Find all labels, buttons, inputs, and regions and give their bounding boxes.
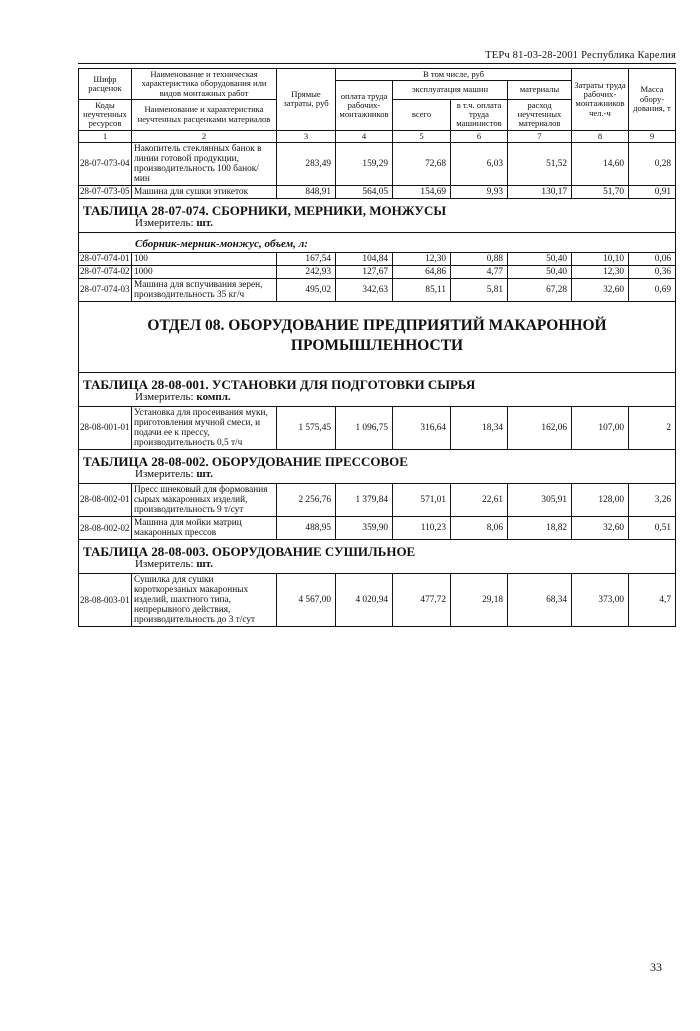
table-title: ТАБЛИЦА 28-08-002. ОБОРУДОВАНИЕ ПРЕССОВОЕ xyxy=(79,450,676,470)
row-total: 12,30 xyxy=(393,252,451,265)
row-code: 28-07-073-04 xyxy=(79,142,132,185)
header-name-bottom: Наименование и характеристика неучтенных расценками материалов xyxy=(132,99,277,130)
row-name: Установка для просеивания муки, приготовления мучной смеси, и подачи ее к прессу, производительность 0,5 т/ч xyxy=(132,407,277,450)
row-name: 100 xyxy=(132,252,277,265)
row-materials: 130,17 xyxy=(508,186,572,199)
measure-value: шт. xyxy=(196,558,213,571)
row-name: Машина для мойки матриц макаронных прессов xyxy=(132,517,277,540)
header-wages: оплата труда рабочих-монтажников xyxy=(336,81,393,130)
table-row xyxy=(79,278,676,301)
header-labor: Затраты труда рабочих-монтажников чел.-ч xyxy=(572,69,629,131)
row-materials: 51,52 xyxy=(508,142,572,185)
measure-label: Измеритель: xyxy=(135,558,194,571)
row-labor: 128,00 xyxy=(572,484,629,517)
row-materials: 67,28 xyxy=(508,278,572,301)
table-row xyxy=(79,574,676,627)
header-direct: Прямые затраты, руб xyxy=(277,69,336,131)
table-row xyxy=(79,252,676,265)
row-labor: 51,70 xyxy=(572,186,629,199)
header-total: всего xyxy=(393,99,451,130)
row-machinist: 4,77 xyxy=(451,265,508,278)
table-074-subtitle xyxy=(79,233,676,253)
row-machinist: 9,93 xyxy=(451,186,508,199)
row-wages: 1 096,75 xyxy=(336,407,393,450)
column-number: 7 xyxy=(508,130,572,142)
row-wages: 4 020,94 xyxy=(336,574,393,627)
header-exploitation: эксплуатация машин xyxy=(393,81,508,100)
row-code: 28-07-074-03 xyxy=(79,278,132,301)
measure-label: Измеритель: xyxy=(135,217,194,230)
table-title: ТАБЛИЦА 28-08-003. ОБОРУДОВАНИЕ СУШИЛЬНОЕ xyxy=(79,540,676,560)
header-mass: Масса обору-дования, т xyxy=(629,69,676,131)
row-wages: 1 379,84 xyxy=(336,484,393,517)
row-mass: 4,7 xyxy=(629,574,676,627)
table-subtitle: Сборник-мерник-монжус, объем, л: xyxy=(79,233,676,253)
row-materials: 50,40 xyxy=(508,265,572,278)
row-total: 72,68 xyxy=(393,142,451,185)
row-mass: 0,28 xyxy=(629,142,676,185)
table-row xyxy=(79,517,676,540)
header-machinist-wages: в т.ч. оплата труда машинистов xyxy=(451,99,508,130)
row-name: Сушилка для сушки короткорезаных макаронных изделий, шахтного типа, непрерывного действия, производительность до 3 т/сут xyxy=(132,574,277,627)
section-title-line1: ОТДЕЛ 08. ОБОРУДОВАНИЕ ПРЕДПРИЯТИЙ МАКАРОННОЙ xyxy=(147,317,607,335)
row-machinist: 29,18 xyxy=(451,574,508,627)
row-total: 154,69 xyxy=(393,186,451,199)
row-name: Машина для сушки этикеток xyxy=(132,186,277,199)
row-direct: 283,49 xyxy=(277,142,336,185)
row-wages: 564,05 xyxy=(336,186,393,199)
row-wages: 104,84 xyxy=(336,252,393,265)
table-row xyxy=(79,186,676,199)
row-name: 1000 xyxy=(132,265,277,278)
table-001-measure xyxy=(79,392,676,406)
row-materials: 68,34 xyxy=(508,574,572,627)
section-heading-row xyxy=(79,302,676,373)
rates-table xyxy=(78,68,676,627)
row-code: 28-08-003-01 xyxy=(79,574,132,627)
row-labor: 12,30 xyxy=(572,265,629,278)
row-machinist: 8,06 xyxy=(451,517,508,540)
row-name: Пресс шнековый для формования сырых макаронных изделий, производительность 9 т/сут xyxy=(132,484,277,517)
header-materials-unaccounted: расход неучтенных материалов xyxy=(508,99,572,130)
row-mass: 0,51 xyxy=(629,517,676,540)
measure-value: шт. xyxy=(196,217,213,230)
row-machinist: 22,61 xyxy=(451,484,508,517)
running-header: ТЕРч 81-03-28-2001 Республика Карелия xyxy=(485,50,676,61)
row-direct: 167,54 xyxy=(277,252,336,265)
table-row xyxy=(79,265,676,278)
page-number: 33 xyxy=(650,960,662,974)
row-direct: 1 575,45 xyxy=(277,407,336,450)
row-direct: 848,91 xyxy=(277,186,336,199)
row-machinist: 0,88 xyxy=(451,252,508,265)
row-labor: 107,00 xyxy=(572,407,629,450)
row-machinist: 6,03 xyxy=(451,142,508,185)
measure-value: компл. xyxy=(196,391,231,404)
table-003-measure xyxy=(79,559,676,573)
row-code: 28-07-074-01 xyxy=(79,252,132,265)
column-number: 2 xyxy=(132,130,277,142)
column-number: 5 xyxy=(393,130,451,142)
table-row xyxy=(79,142,676,185)
row-labor: 32,60 xyxy=(572,278,629,301)
row-materials: 50,40 xyxy=(508,252,572,265)
table-074-heading xyxy=(79,199,676,219)
row-direct: 4 567,00 xyxy=(277,574,336,627)
header-name-top: Наименование и техническая характеристика оборудования или видов монтажных работ xyxy=(132,69,277,100)
row-labor: 10,10 xyxy=(572,252,629,265)
header-code-top: Шифр расценок xyxy=(79,69,132,100)
row-direct: 488,95 xyxy=(277,517,336,540)
row-total: 571,01 xyxy=(393,484,451,517)
row-code: 28-07-073-05 xyxy=(79,186,132,199)
row-code: 28-08-002-01 xyxy=(79,484,132,517)
row-mass: 3,26 xyxy=(629,484,676,517)
row-total: 477,72 xyxy=(393,574,451,627)
column-number: 6 xyxy=(451,130,508,142)
table-001-heading xyxy=(79,373,676,393)
row-direct: 495,02 xyxy=(277,278,336,301)
row-machinist: 5,81 xyxy=(451,278,508,301)
row-total: 316,64 xyxy=(393,407,451,450)
row-mass: 0,69 xyxy=(629,278,676,301)
row-labor: 14,60 xyxy=(572,142,629,185)
measure-value: шт. xyxy=(196,468,213,481)
row-machinist: 18,34 xyxy=(451,407,508,450)
row-wages: 359,90 xyxy=(336,517,393,540)
measure-label: Измеритель: xyxy=(135,468,194,481)
section-title-line2: ПРОМЫШЛЕННОСТИ xyxy=(290,337,464,355)
row-materials: 18,82 xyxy=(508,517,572,540)
header-materials: материалы xyxy=(508,81,572,100)
row-direct: 2 256,76 xyxy=(277,484,336,517)
row-labor: 32,60 xyxy=(572,517,629,540)
row-wages: 159,29 xyxy=(336,142,393,185)
column-number: 4 xyxy=(336,130,393,142)
row-name: Накопитель стеклянных банок в линии готовой продукции, производительность 100 банок/мин xyxy=(132,142,277,185)
row-labor: 373,00 xyxy=(572,574,629,627)
table-074-measure xyxy=(79,218,676,232)
header-row-1 xyxy=(79,69,676,81)
column-number: 3 xyxy=(277,130,336,142)
row-materials: 305,91 xyxy=(508,484,572,517)
row-direct: 242,93 xyxy=(277,265,336,278)
row-materials: 162,06 xyxy=(508,407,572,450)
table-row xyxy=(79,484,676,517)
row-mass: 0,91 xyxy=(629,186,676,199)
row-total: 110,23 xyxy=(393,517,451,540)
column-number: 8 xyxy=(572,130,629,142)
row-mass: 0,36 xyxy=(629,265,676,278)
column-number: 1 xyxy=(79,130,132,142)
row-mass: 2 xyxy=(629,407,676,450)
row-wages: 342,63 xyxy=(336,278,393,301)
row-name: Машина для вспучивания зерен, производительность 35 кг/ч xyxy=(132,278,277,301)
column-number: 9 xyxy=(629,130,676,142)
table-002-measure xyxy=(79,469,676,483)
row-total: 85,11 xyxy=(393,278,451,301)
table-title: ТАБЛИЦА 28-08-001. УСТАНОВКИ ДЛЯ ПОДГОТОВКИ СЫРЬЯ xyxy=(79,373,676,393)
row-code: 28-07-074-02 xyxy=(79,265,132,278)
header-including: В том числе, руб xyxy=(336,69,572,81)
row-code: 28-08-001-01 xyxy=(79,407,132,450)
row-mass: 0,06 xyxy=(629,252,676,265)
header-rule xyxy=(78,63,676,64)
header-code-bottom: Коды неучтенных ресурсов xyxy=(79,99,132,130)
row-total: 64,86 xyxy=(393,265,451,278)
measure-label: Измеритель: xyxy=(135,391,194,404)
column-numbers-row xyxy=(79,130,676,142)
row-wages: 127,67 xyxy=(336,265,393,278)
row-code: 28-08-002-02 xyxy=(79,517,132,540)
table-title: ТАБЛИЦА 28-07-074. СБОРНИКИ, МЕРНИКИ, МОНЖУСЫ xyxy=(79,199,676,219)
table-002-heading xyxy=(79,450,676,470)
table-row xyxy=(79,407,676,450)
table-003-heading xyxy=(79,540,676,560)
